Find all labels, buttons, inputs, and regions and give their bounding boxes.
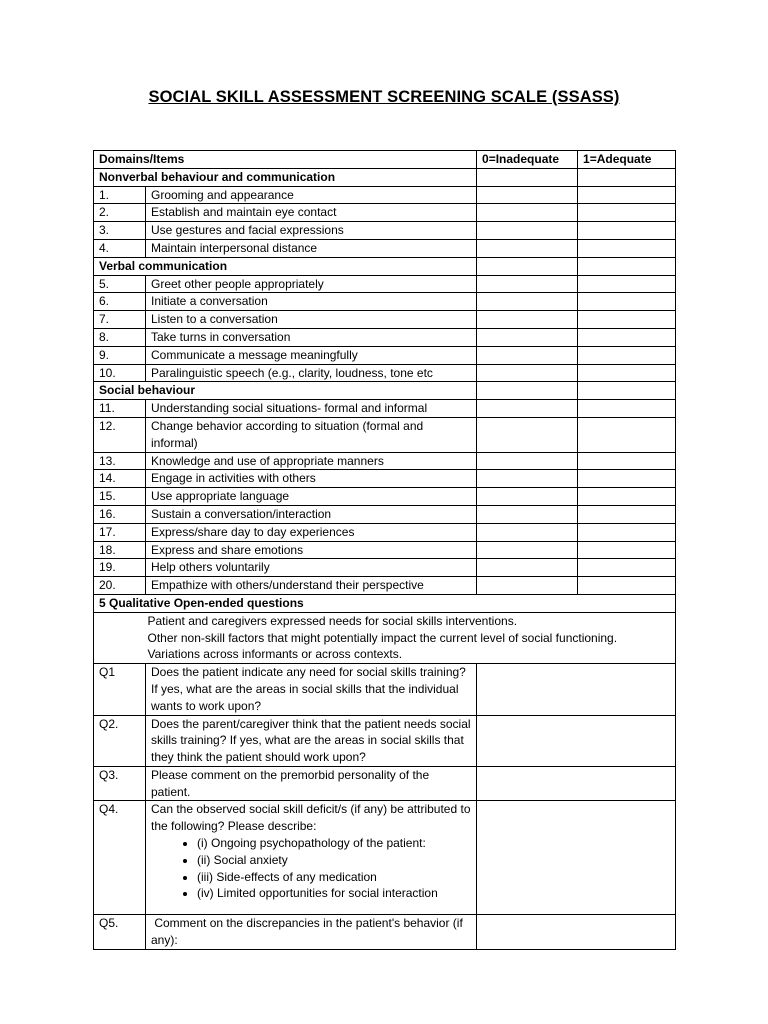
item-row [94, 239, 676, 257]
qualitative-heading: 5 Qualitative Open-ended questions [94, 594, 676, 612]
page-title: SOCIAL SKILL ASSESSMENT SCREENING SCALE (SSASS) [148, 88, 620, 106]
score-cell-adequate[interactable] [578, 222, 676, 240]
answer-cell[interactable] [477, 715, 676, 766]
score-cell-adequate[interactable] [578, 400, 676, 418]
question-row [94, 915, 676, 950]
question-row [94, 801, 676, 915]
score-cell-inadequate[interactable] [477, 577, 578, 595]
bullet-item: • Other non-skill factors that might potentially impact the current level of social functioning. [148, 630, 671, 647]
item-number: 7. [94, 311, 146, 329]
question-text: Does the patient indicate any need for social skills training? If yes, what are the areas in social skills that the individual wants to work upon? [151, 665, 470, 713]
score-cell-inadequate[interactable] [477, 488, 578, 506]
item-number: 2. [94, 204, 146, 222]
qualitative-bullets-row [94, 612, 676, 663]
item-text: Engage in activities with others [146, 470, 477, 488]
question-cell [146, 715, 477, 766]
item-text: Express and share emotions [146, 541, 477, 559]
item-text: Use gestures and facial expressions [146, 222, 477, 240]
item-row [94, 204, 676, 222]
bullets-spacer [94, 612, 146, 663]
item-row [94, 417, 676, 452]
answer-cell[interactable] [477, 766, 676, 801]
question-row [94, 766, 676, 801]
item-row [94, 470, 676, 488]
score-cell-adequate[interactable] [578, 577, 676, 595]
item-number: 10. [94, 364, 146, 382]
item-text: Sustain a conversation/interaction [146, 505, 477, 523]
score-cell-inadequate[interactable] [477, 204, 578, 222]
score-cell-inadequate[interactable] [477, 311, 578, 329]
question-number: Q3. [94, 766, 146, 801]
item-row [94, 559, 676, 577]
bullet-item: • Variations across informants or across contexts. [148, 646, 671, 663]
qualitative-heading-row [94, 594, 676, 612]
score-cell-inadequate[interactable] [477, 346, 578, 364]
item-number: 18. [94, 541, 146, 559]
item-text: Knowledge and use of appropriate manners [146, 452, 477, 470]
score-cell-inadequate[interactable] [477, 470, 578, 488]
score-cell-adequate[interactable] [578, 541, 676, 559]
bullet-list [146, 613, 671, 663]
item-number: 12. [94, 417, 146, 452]
question-cell [146, 801, 477, 915]
score-cell-inadequate[interactable] [477, 293, 578, 311]
item-number: 13. [94, 452, 146, 470]
score-cell-inadequate[interactable] [477, 541, 578, 559]
score-cell-inadequate[interactable] [477, 400, 578, 418]
item-text: Use appropriate language [146, 488, 477, 506]
score-cell-inadequate[interactable] [477, 222, 578, 240]
bullet-item: • Patient and caregivers expressed needs for social skills interventions. [148, 613, 671, 630]
item-row [94, 346, 676, 364]
score-cell-adequate[interactable] [578, 275, 676, 293]
score-cell-inadequate[interactable] [477, 186, 578, 204]
question-cell [146, 766, 477, 801]
score-cell-adequate[interactable] [578, 311, 676, 329]
question-number: Q2. [94, 715, 146, 766]
score-cell-inadequate[interactable] [477, 523, 578, 541]
item-row [94, 186, 676, 204]
header-inadequate: 0=Inadequate [477, 151, 578, 169]
item-text: Establish and maintain eye contact [146, 204, 477, 222]
item-number: 6. [94, 293, 146, 311]
score-cell-inadequate[interactable] [477, 452, 578, 470]
item-number: 3. [94, 222, 146, 240]
question-text: Comment on the discrepancies in the patient's behavior (if any): [151, 916, 467, 948]
item-row [94, 505, 676, 523]
item-number: 11. [94, 400, 146, 418]
item-number: 14. [94, 470, 146, 488]
item-number: 8. [94, 328, 146, 346]
score-cell-adequate[interactable] [578, 505, 676, 523]
item-text: Empathize with others/understand their perspective [146, 577, 477, 595]
question-row [94, 715, 676, 766]
answer-cell[interactable] [477, 801, 676, 915]
item-text: Grooming and appearance [146, 186, 477, 204]
item-number: 15. [94, 488, 146, 506]
question-cell [146, 915, 477, 950]
item-number: 9. [94, 346, 146, 364]
score-cell-adequate[interactable] [578, 452, 676, 470]
score-cell-adequate[interactable] [578, 488, 676, 506]
header-adequate: 1=Adequate [578, 151, 676, 169]
item-text: Express/share day to day experiences [146, 523, 477, 541]
item-text: Maintain interpersonal distance [146, 239, 477, 257]
score-cell-adequate[interactable] [578, 204, 676, 222]
item-row [94, 222, 676, 240]
item-text: Help others voluntarily [146, 559, 477, 577]
item-row [94, 541, 676, 559]
question-cell [146, 664, 477, 715]
item-text: Communicate a message meaningfully [146, 346, 477, 364]
score-cell-adequate[interactable] [578, 186, 676, 204]
score-cell-inadequate[interactable] [477, 364, 578, 382]
domain-heading: Verbal communication [94, 257, 477, 275]
score-cell-adequate[interactable] [578, 417, 676, 452]
score-cell-adequate[interactable] [578, 346, 676, 364]
item-number: 4. [94, 239, 146, 257]
answer-cell[interactable] [477, 664, 676, 715]
item-number: 1. [94, 186, 146, 204]
assessment-table [93, 150, 676, 950]
item-row [94, 400, 676, 418]
item-row [94, 364, 676, 382]
question-number: Q1 [94, 664, 146, 715]
score-cell-adequate [578, 257, 676, 275]
domain-heading: Nonverbal behaviour and communication [94, 168, 477, 186]
item-text: Listen to a conversation [146, 311, 477, 329]
question-text: Please comment on the premorbid personality of the patient. [151, 767, 433, 799]
domain-row [94, 382, 676, 400]
score-cell-inadequate[interactable] [477, 559, 578, 577]
sub-factor-item: • (iii) Side-effects of any medication [197, 869, 471, 886]
score-cell-adequate[interactable] [578, 523, 676, 541]
score-cell-inadequate[interactable] [477, 417, 578, 452]
score-cell-inadequate[interactable] [477, 328, 578, 346]
item-number: 19. [94, 559, 146, 577]
sub-factor-item: • (ii) Social anxiety [197, 852, 471, 869]
item-text: Paralinguistic speech (e.g., clarity, loudness, tone etc [146, 364, 477, 382]
score-cell-adequate[interactable] [578, 328, 676, 346]
item-row [94, 488, 676, 506]
score-cell-inadequate[interactable] [477, 239, 578, 257]
score-cell-adequate [578, 382, 676, 400]
question-text: Can the observed social skill deficit/s (if any) be attributed to the following? Please describe: [151, 802, 474, 834]
sub-factor-item: • (iv) Limited opportunities for social interaction [197, 885, 471, 902]
score-cell-adequate[interactable] [578, 559, 676, 577]
score-cell-inadequate [477, 168, 578, 186]
item-row [94, 293, 676, 311]
item-number: 17. [94, 523, 146, 541]
score-cell-inadequate[interactable] [477, 275, 578, 293]
score-cell-adequate[interactable] [578, 239, 676, 257]
item-number: 20. [94, 577, 146, 595]
sub-factor-item: • (i) Ongoing psychopathology of the patient: [197, 835, 471, 852]
item-number: 16. [94, 505, 146, 523]
item-text: Change behavior according to situation (formal and informal) [146, 417, 477, 452]
score-cell-adequate [578, 168, 676, 186]
domain-heading: Social behaviour [94, 382, 477, 400]
item-number: 5. [94, 275, 146, 293]
item-text: Initiate a conversation [146, 293, 477, 311]
item-text: Take turns in conversation [146, 328, 477, 346]
item-row [94, 328, 676, 346]
item-row [94, 523, 676, 541]
domain-row [94, 257, 676, 275]
question-number: Q4. [94, 801, 146, 915]
header-domains-items: Domains/Items [94, 151, 477, 169]
item-row [94, 577, 676, 595]
question-number: Q5. [94, 915, 146, 950]
item-row [94, 311, 676, 329]
question-row [94, 664, 676, 715]
score-cell-adequate[interactable] [578, 293, 676, 311]
domain-row [94, 168, 676, 186]
score-cell-inadequate [477, 382, 578, 400]
score-cell-adequate[interactable] [578, 364, 676, 382]
score-cell-inadequate [477, 257, 578, 275]
item-row [94, 275, 676, 293]
answer-cell[interactable] [477, 915, 676, 950]
score-cell-adequate[interactable] [578, 470, 676, 488]
item-text: Greet other people appropriately [146, 275, 477, 293]
header-row [94, 151, 676, 169]
question-text: Does the parent/caregiver think that the patient needs social skills training? If yes, what are the areas in social skills that they think the patient should work upon? [151, 716, 474, 765]
qualitative-bullets [146, 612, 676, 663]
item-row [94, 452, 676, 470]
score-cell-inadequate[interactable] [477, 505, 578, 523]
sub-factor-list [151, 835, 471, 902]
item-text: Understanding social situations- formal and informal [146, 400, 477, 418]
